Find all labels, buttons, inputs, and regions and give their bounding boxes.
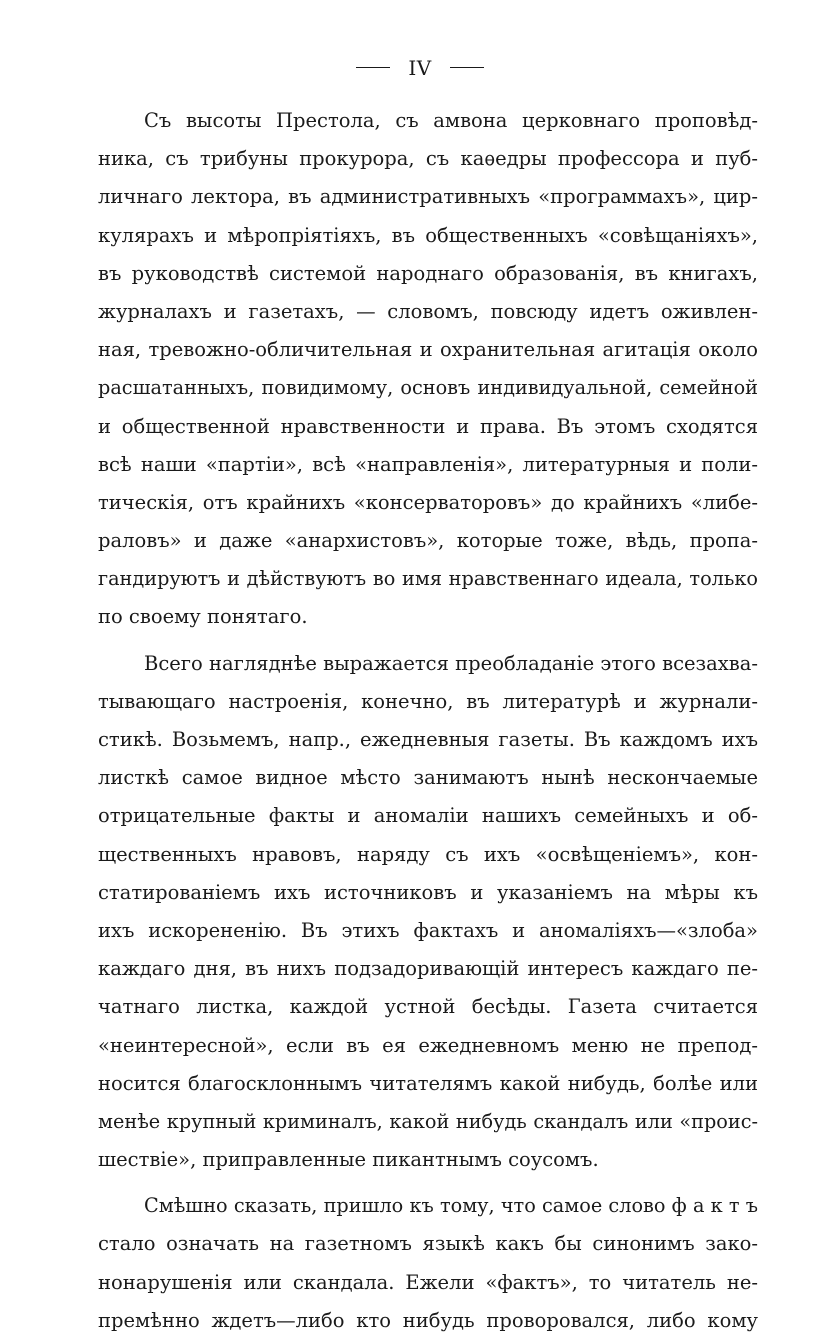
paragraph-2 bbox=[98, 645, 758, 1180]
text-line: носится благосклоннымъ читателямъ какой нибудь, болѣе или bbox=[98, 1071, 758, 1095]
text-line: стало означать на газетномъ языкѣ какъ бы синонимъ зако- bbox=[98, 1232, 758, 1256]
text-line: журналахъ и газетахъ, — словомъ, повсюду идетъ оживлен- bbox=[98, 299, 758, 323]
text-line: ихъ искорененію. Въ этихъ фактахъ и аномаліяхъ—«злоба» bbox=[98, 918, 758, 942]
text-line: чатнаго листка, каждой устной бесѣды. Газета считается bbox=[98, 995, 758, 1019]
text-line: премѣнно ждетъ—либо кто нибудь проворовался, либо кому bbox=[98, 1308, 758, 1332]
text-line: отрицательные факты и аномаліи нашихъ семейныхъ и об- bbox=[98, 804, 758, 828]
text-line: личнаго лектора, въ административныхъ «программахъ», цир- bbox=[98, 185, 758, 209]
body-text bbox=[98, 102, 758, 1340]
text-line: Всего нагляднѣе выражается преобладаніе этого всезахва- bbox=[144, 651, 758, 675]
right-dash bbox=[450, 67, 484, 69]
left-dash bbox=[356, 67, 390, 69]
text-line: стикѣ. Возьмемъ, напр., ежедневныя газеты. Въ каждомъ ихъ bbox=[98, 728, 758, 751]
text-line: кулярахъ и мѣропріятіяхъ, въ общественныхъ «совѣщаніяхъ», bbox=[98, 223, 758, 247]
text-line: по своему понятаго. bbox=[98, 605, 308, 629]
text-line: Смѣшно сказать, пришло къ тому, что самое слово ф а к т ъ bbox=[144, 1194, 758, 1218]
text-line: тическія, отъ крайнихъ «консерваторовъ» до крайнихъ «либе- bbox=[98, 490, 758, 514]
text-line: щественныхъ нравовъ, наряду съ ихъ «освѣщеніемъ», кон- bbox=[98, 842, 758, 866]
page-number: IV bbox=[408, 55, 432, 80]
text-line: листкѣ самое видное мѣсто занимаютъ нынѣ нескончаемые bbox=[98, 766, 758, 790]
text-line: всѣ наши «партіи», всѣ «направленія», литературныя и поли- bbox=[98, 452, 758, 476]
paragraph-1 bbox=[98, 102, 758, 637]
paragraph-3 bbox=[98, 1187, 758, 1340]
text-line: статированіемъ ихъ источниковъ и указаніемъ на мѣры къ bbox=[98, 880, 758, 904]
text-line: ная, тревожно-обличительная и охранительная агитація около bbox=[98, 338, 758, 362]
text-line: нонарушенія или скандала. Ежели «фактъ», то читатель не- bbox=[98, 1270, 758, 1294]
text-line: менѣе крупный криминалъ, какой нибудь скандалъ или «проис- bbox=[98, 1109, 758, 1133]
text-line: раловъ» и даже «анархистовъ», которые тоже, вѣдь, пропа- bbox=[98, 529, 758, 553]
text-line: расшатанныхъ, повидимому, основъ индивидуальной, семейной bbox=[98, 376, 758, 400]
text-line: шествіе», приправленные пикантнымъ соусомъ. bbox=[98, 1148, 599, 1172]
text-line: Съ высоты Престола, съ амвона церковнаго проповѣд- bbox=[144, 109, 758, 132]
text-line: ника, съ трибуны прокурора, съ каѳедры профессора и пуб- bbox=[98, 147, 758, 171]
text-line: «неинтересной», если въ ея ежедневномъ меню не препод- bbox=[98, 1033, 758, 1057]
text-line: гандируютъ и дѣйствуютъ во имя нравственнаго идеала, только bbox=[98, 567, 758, 591]
page-header bbox=[0, 54, 840, 80]
text-line: и общественной нравственности и права. Въ этомъ сходятся bbox=[98, 414, 758, 438]
text-line: тывающаго настроенія, конечно, въ литературѣ и журнали- bbox=[98, 689, 758, 713]
text-line: въ руководствѣ системой народнаго образованія, въ книгахъ, bbox=[98, 261, 758, 285]
text-line: каждаго дня, въ нихъ подзадоривающій интересъ каждаго пе- bbox=[98, 957, 758, 981]
